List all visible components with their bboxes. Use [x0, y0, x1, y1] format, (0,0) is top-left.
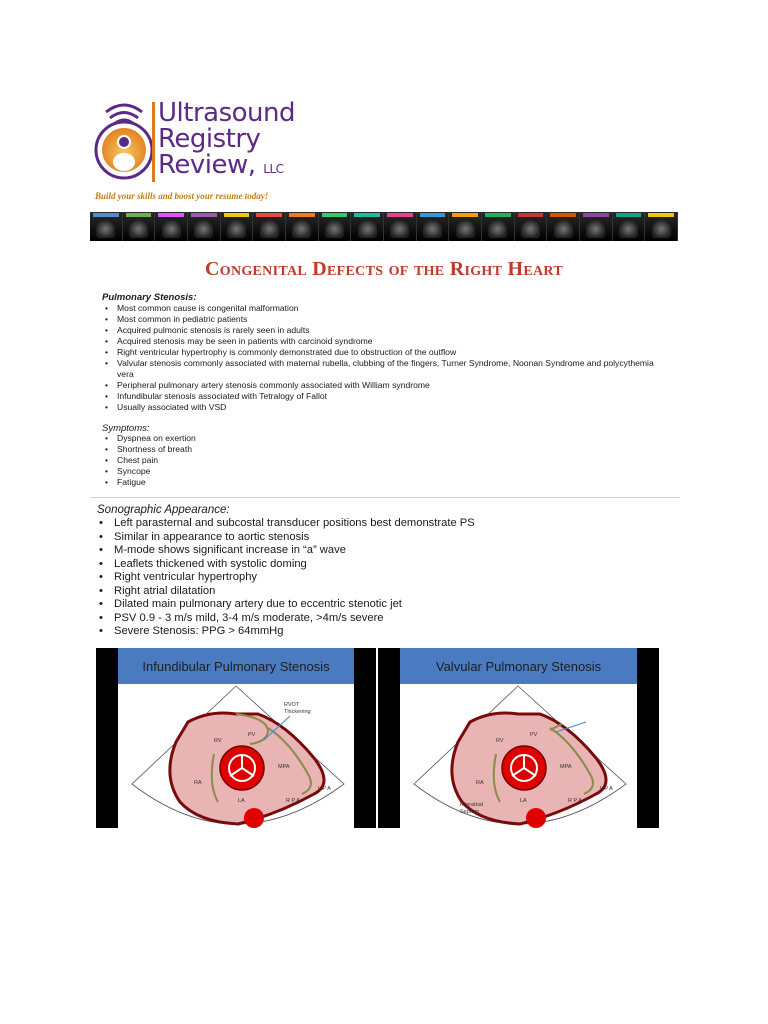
ultrasound-thumbnail — [547, 212, 580, 241]
symptoms-list — [102, 433, 402, 488]
label-pv: PV — [530, 732, 538, 738]
heart-diagram — [118, 684, 354, 828]
annotation-line-2: Thickening — [284, 709, 311, 715]
list-item: • Infundibular stenosis associated with Tetralogy of Fallot — [102, 391, 662, 402]
ultrasound-thumbnail — [580, 212, 613, 241]
ultrasound-thumbnail-strip — [90, 212, 678, 241]
label-ra: RA — [194, 780, 202, 786]
label-lpa: L P A — [318, 786, 331, 792]
thumbnail-scan-image — [586, 220, 605, 238]
sonographic-appearance-list — [97, 517, 657, 639]
label-la: LA — [238, 798, 245, 804]
ultrasound-thumbnail — [515, 212, 548, 241]
list-item: • M-mode shows significant increase in “a” wave — [97, 544, 657, 558]
list-item: • Chest pain — [102, 455, 402, 466]
image-title: Valvular Pulmonary Stenosis — [435, 658, 602, 674]
list-item: • Dyspnea on exertion — [102, 433, 402, 444]
brand-line-3: Review, LLC — [158, 150, 284, 180]
thumbnail-caption-bar — [583, 213, 609, 217]
thumbnail-scan-image — [325, 220, 344, 238]
list-item: • Leaflets thickened with systolic doming — [97, 558, 657, 572]
label-rpa: R P A — [568, 798, 582, 804]
thumbnail-scan-image — [619, 220, 638, 238]
thumbnail-scan-image — [456, 220, 475, 238]
ultrasound-thumbnail — [384, 212, 417, 241]
image-header — [400, 648, 637, 684]
ultrasound-thumbnail — [90, 212, 123, 241]
list-item: • Syncope — [102, 466, 402, 477]
page-title: Congenital Defects of the Right Heart — [205, 258, 563, 280]
symptoms-heading: Symptoms: — [102, 423, 150, 434]
thumbnail-caption-bar — [93, 213, 119, 217]
list-item: • Usually associated with VSD — [102, 402, 662, 413]
logo-emblem-icon — [92, 96, 158, 192]
brand-name — [158, 100, 295, 182]
thumbnail-scan-image — [162, 220, 181, 238]
ultrasound-thumbnail — [482, 212, 515, 241]
brand-tagline: Build your skills and boost your resume today! — [95, 191, 269, 201]
list-item: • Dilated main pulmonary artery due to eccentric stenotic jet — [97, 598, 657, 612]
thumbnail-scan-image — [292, 220, 311, 238]
thumbnail-caption-bar — [158, 213, 184, 217]
heart-diagram-svg — [400, 684, 637, 828]
label-mpa: MPA — [278, 764, 290, 770]
thumbnail-scan-image — [554, 220, 573, 238]
label-rv: RV — [496, 738, 504, 744]
thumbnail-scan-image — [227, 220, 246, 238]
sonographic-appearance-heading: Sonographic Appearance: — [97, 504, 230, 516]
ultrasound-thumbnail — [155, 212, 188, 241]
thumbnail-scan-image — [358, 220, 377, 238]
label-lpa: L P A — [600, 786, 613, 792]
brand-line-1: Ultrasound — [158, 98, 295, 128]
list-item: • Left parasternal and subcostal transducer positions best demonstrate PS — [97, 517, 657, 531]
thumbnail-scan-image — [96, 220, 115, 238]
thumbnail-caption-bar — [191, 213, 217, 217]
brand-logo — [92, 96, 332, 196]
brand-line-2: Registry — [158, 124, 261, 154]
ultrasound-thumbnail — [417, 212, 450, 241]
infundibular-stenosis-image — [96, 648, 376, 828]
ultrasound-thumbnail — [449, 212, 482, 241]
ultrasound-thumbnail — [645, 212, 678, 241]
thumbnail-scan-image — [652, 220, 671, 238]
annotation-line-2: Septum — [460, 809, 479, 815]
list-item: • Peripheral pulmonary artery stenosis commonly associated with William syndrome — [102, 380, 662, 391]
thumbnail-caption-bar — [126, 213, 152, 217]
list-item: • Severe Stenosis: PPG > 64mmHg — [97, 625, 657, 639]
thumbnail-scan-image — [260, 220, 279, 238]
thumbnail-caption-bar — [354, 213, 380, 217]
thumbnail-scan-image — [129, 220, 148, 238]
thumbnail-caption-bar — [256, 213, 282, 217]
list-item: • Valvular stenosis commonly associated with maternal rubella, clubbing of the fingers, Turner Syndrome, Noonan Syndrome and polycythemia vera — [102, 358, 662, 380]
thumbnail-scan-image — [488, 220, 507, 238]
label-ra: RA — [476, 780, 484, 786]
thumbnail-caption-bar — [550, 213, 576, 217]
thumbnail-caption-bar — [648, 213, 674, 217]
thumbnail-caption-bar — [518, 213, 544, 217]
thumbnail-caption-bar — [322, 213, 348, 217]
list-item: • PSV 0.9 - 3 m/s mild, 3-4 m/s moderate, >4m/s severe — [97, 612, 657, 626]
pulmonary-stenosis-heading: Pulmonary Stenosis: — [102, 292, 197, 303]
list-item: • Most common cause is congenital malformation — [102, 303, 662, 314]
thumbnail-caption-bar — [289, 213, 315, 217]
list-item: • Shortness of breath — [102, 444, 402, 455]
heart-diagram — [400, 684, 637, 828]
pulmonary-stenosis-list — [102, 303, 662, 413]
list-item: • Similar in appearance to aortic stenosis — [97, 531, 657, 545]
thumbnail-scan-image — [521, 220, 540, 238]
list-item: • Right atrial dilatation — [97, 585, 657, 599]
label-mpa: MPA — [560, 764, 572, 770]
thumbnail-caption-bar — [452, 213, 478, 217]
list-item: • Right ventricular hypertrophy — [97, 571, 657, 585]
valvular-stenosis-image — [378, 648, 659, 828]
annotation-line-1: Interatrial — [460, 802, 483, 808]
thumbnail-scan-image — [194, 220, 213, 238]
ultrasound-thumbnail — [319, 212, 352, 241]
brand-llc: LLC — [263, 162, 284, 176]
ultrasound-thumbnail — [253, 212, 286, 241]
image-header — [118, 648, 354, 684]
ultrasound-thumbnail — [123, 212, 156, 241]
label-rpa: R P A — [286, 798, 300, 804]
thumbnail-caption-bar — [420, 213, 446, 217]
thumbnail-caption-bar — [616, 213, 642, 217]
list-item: • Most common in pediatric patients — [102, 314, 662, 325]
image-title: Infundibular Pulmonary Stenosis — [142, 658, 330, 674]
label-rv: RV — [214, 738, 222, 744]
list-item: • Acquired pulmonic stenosis is rarely seen in adults — [102, 325, 662, 336]
label-pv: PV — [248, 732, 256, 738]
ultrasound-thumbnail — [188, 212, 221, 241]
logo-divider — [152, 102, 155, 182]
heart-diagram-svg — [118, 684, 354, 828]
list-item: • Acquired stenosis may be seen in patients with carcinoid syndrome — [102, 336, 662, 347]
ultrasound-thumbnail — [351, 212, 384, 241]
thumbnail-scan-image — [390, 220, 409, 238]
thumbnail-scan-image — [423, 220, 442, 238]
ultrasound-thumbnail — [613, 212, 646, 241]
annotation-line-1: RVOT — [284, 702, 300, 708]
ultrasound-thumbnail — [286, 212, 319, 241]
thumbnail-caption-bar — [387, 213, 413, 217]
list-item: • Fatigue — [102, 477, 402, 488]
section-divider — [90, 497, 680, 498]
list-item: • Right ventricular hypertrophy is commonly demonstrated due to obstruction of the outflow — [102, 347, 662, 358]
thumbnail-caption-bar — [485, 213, 511, 217]
label-la: LA — [520, 798, 527, 804]
thumbnail-caption-bar — [224, 213, 250, 217]
ultrasound-thumbnail — [221, 212, 254, 241]
